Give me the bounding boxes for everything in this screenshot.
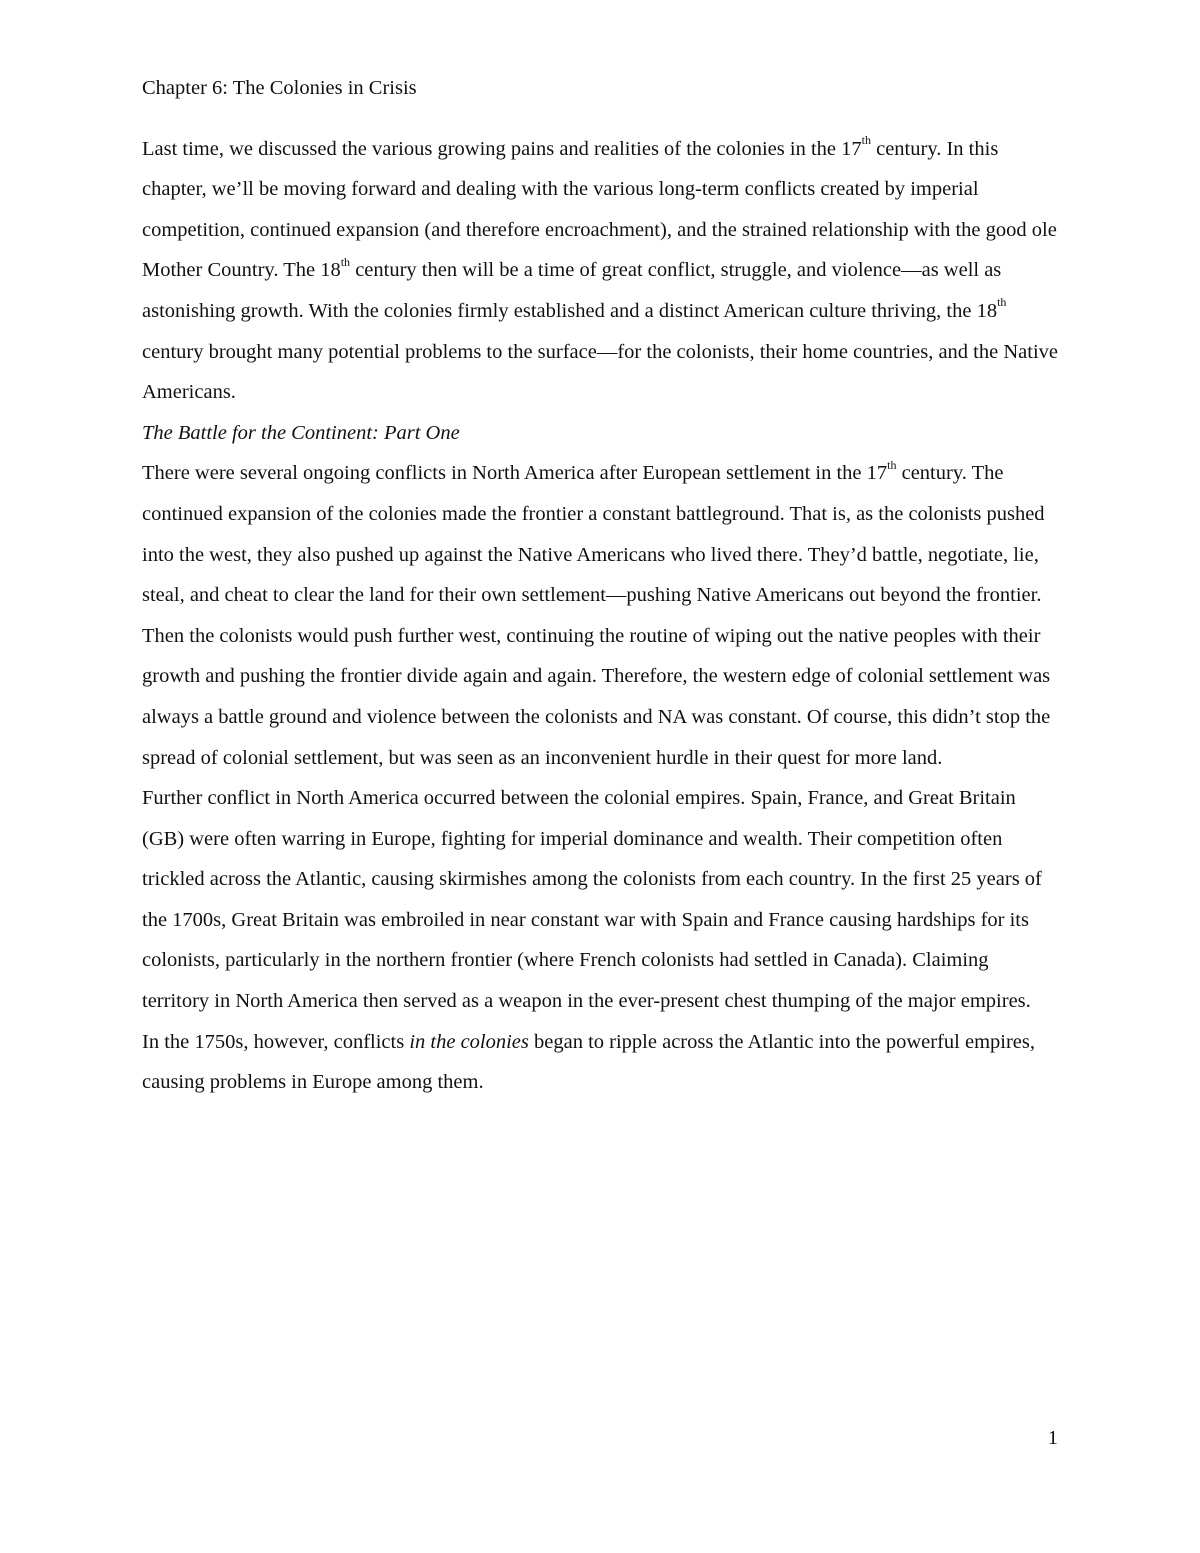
ordinal-suffix: th [997,295,1007,310]
page-number: 1 [1047,1427,1058,1449]
section-heading: The Battle for the Continent: Part One [142,421,460,444]
intro-text-3: century then will be a time of great conflict, struggle, and violence—as well as astonishing growth. With the colonies firmly established and a distinct American culture thriving, the 18 [142,259,1002,322]
intro-paragraph [142,129,1060,413]
ordinal-suffix: th [340,254,351,269]
chapter-title: Chapter 6: The Colonies in Crisis [142,77,417,99]
ordinal-suffix: th [887,457,897,472]
emphasis-text: in the colonies [409,1030,529,1053]
document-body [142,68,1060,1103]
ripple-text-1: In the 1750s, however, conflicts [142,1030,410,1053]
intro-text-1: Last time, we discussed the various growing pains and realities of the colonies in the 17 [142,137,862,160]
ripple-text-2: began to ripple across the Atlantic into the powerful empires, causing problems in Europe among them. [142,1030,1035,1094]
ordinal-suffix: th [861,132,871,147]
intro-text-2: century. In this chapter, we’ll be moving forward and dealing with the various long-term conflicts created by imperial competition, continued expansion (and therefore encroachment), and the strained relationship with the good ole Mother Country. The 18 [142,137,1057,282]
frontier-text-1: There were several ongoing conflicts in North America after European settlement in the 17 [142,462,888,485]
intro-text-4: century brought many potential problems to the surface—for the colonists, their home countries, and the Native Americans. [142,340,1058,404]
frontier-paragraph [142,453,1060,778]
empires-paragraph: Further conflict in North America occurred between the colonial empires. Spain, France, and Great Britain (GB) were often warring in Europe, fighting for imperial dominance and wealth. Their competition often trickled across the Atlantic, causing skirmishes among the colonists from each country. In the first 25 years of the 1700s, Great Britain was embroiled in near constant war with Spain and France causing hardships for its colonists, particularly in the northern frontier (where French colonists had settled in Canada). Claiming territory in North America then served as a weapon in the ever-present chest thumping of the major empires. [142,787,1042,1013]
ripple-paragraph [142,1022,1060,1103]
frontier-text-2: century. The continued expansion of the colonies made the frontier a constant battleground. That is, as the colonists pushed into the west, they also pushed up against the Native Americans who lived there. They’d battle, negotiate, lie, steal, and cheat to clear the land for their own settlement—pushing Native Americans out beyond the frontier. Then the colonists would push further west, continuing the routine of wiping out the native peoples with their growth and pushing the frontier divide again and again. Therefore, the western edge of colonial settlement was always a battle ground and violence between the colonists and NA was constant. Of course, this didn’t stop the spread of colonial settlement, but was seen as an inconvenient hurdle in their quest for more land. [142,462,1051,769]
